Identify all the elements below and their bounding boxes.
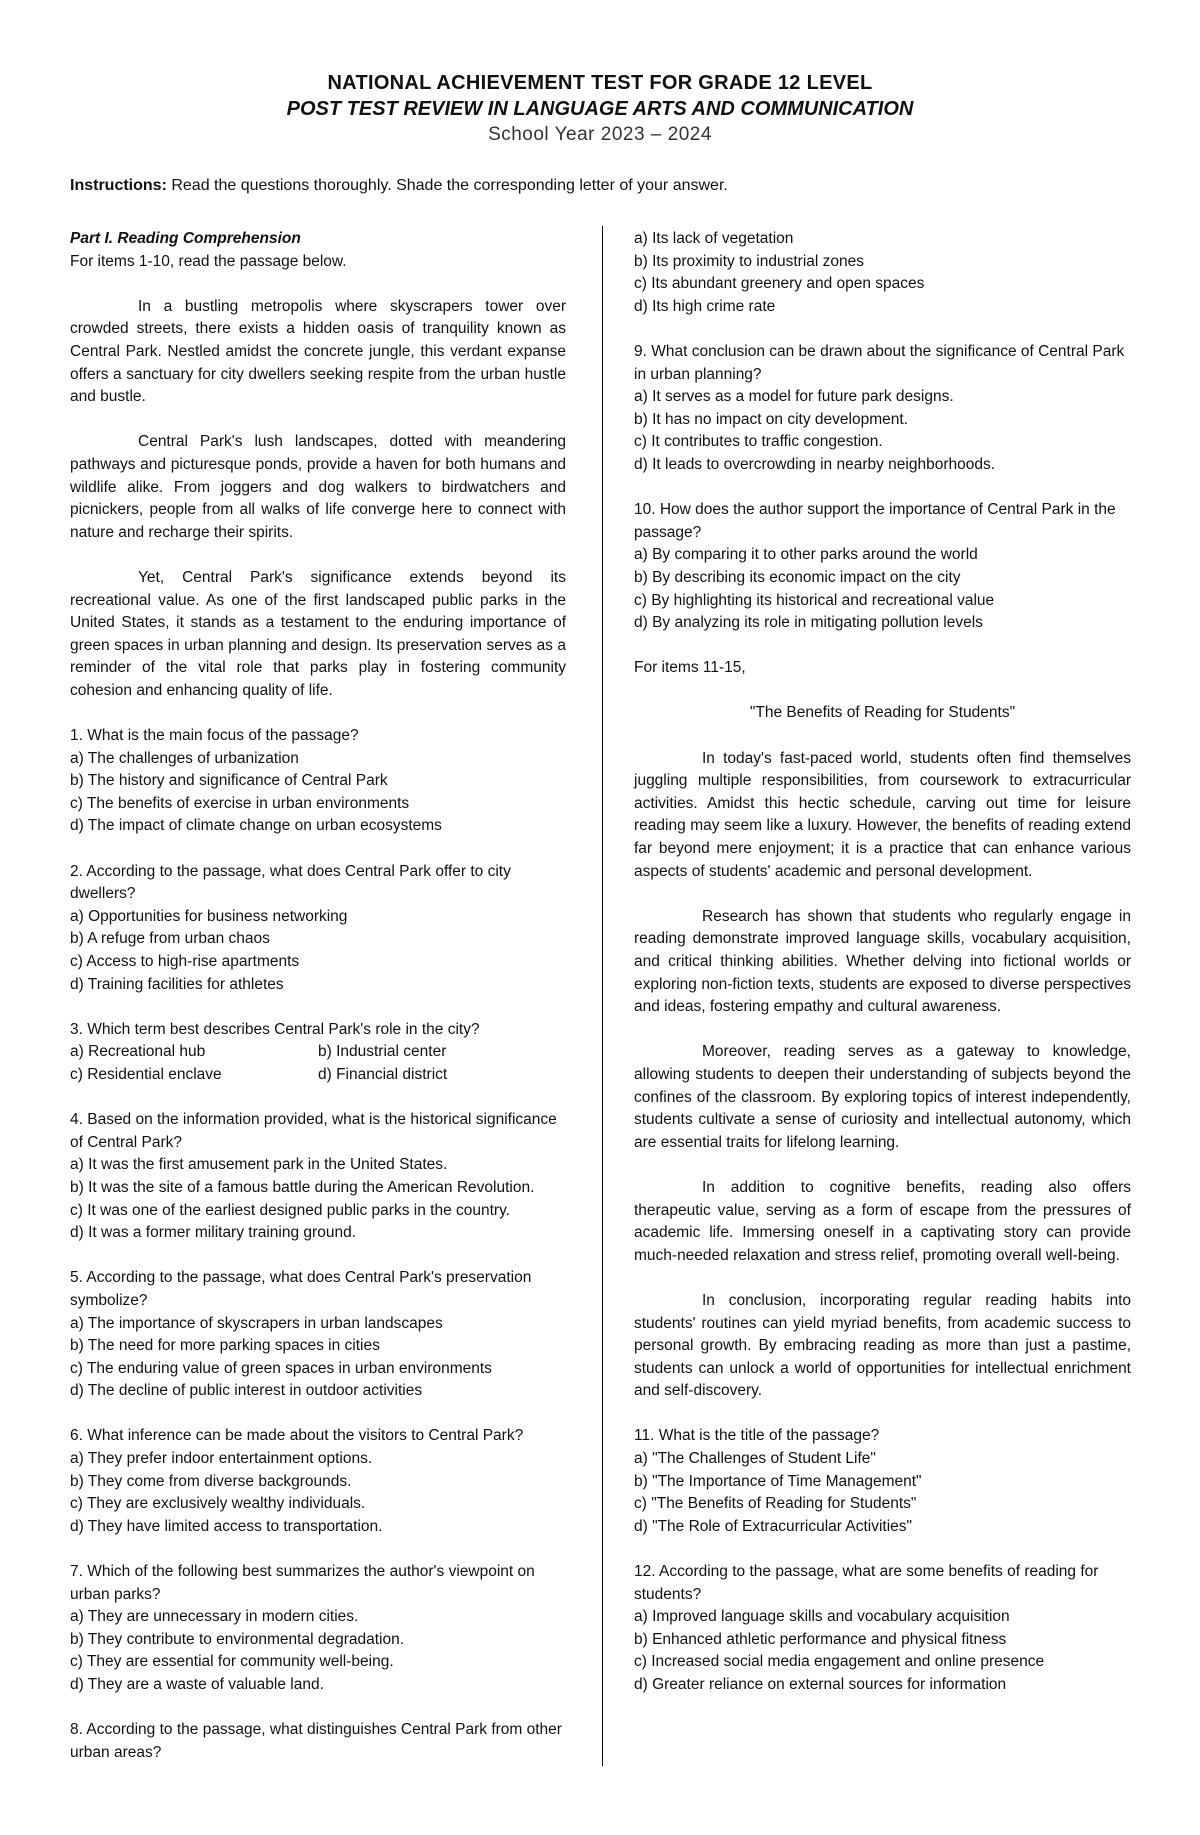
answer-option[interactable]: b) Enhanced athletic performance and physical fitness bbox=[634, 1630, 1007, 1648]
answer-option[interactable]: c) The enduring value of green spaces in urban environments bbox=[70, 1359, 492, 1377]
answer-option[interactable]: d) The decline of public interest in outdoor activities bbox=[70, 1382, 423, 1400]
answer-option[interactable]: c) Its abundant greenery and open spaces bbox=[634, 275, 925, 293]
answer-option[interactable]: d) By analyzing its role in mitigating pollution levels bbox=[634, 614, 983, 632]
answer-option[interactable]: a) It serves as a model for future park designs. bbox=[634, 388, 954, 406]
answer-option[interactable]: b) The history and significance of Central Park bbox=[70, 772, 388, 790]
answer-option[interactable]: d) Its high crime rate bbox=[634, 297, 776, 315]
answer-option[interactable]: b) By describing its economic impact on the city bbox=[634, 568, 961, 586]
question-1 bbox=[70, 725, 566, 838]
passage-paragraph: In today's fast-paced world, students often find themselves juggling multiple responsibilities, from coursework to extracurricular activities. Amidst this hectic schedule, carving out time for leisure reading may seem like a luxury. However, the benefits of reading extend far beyond mere enjoyment; it is a practice that can enhance various aspects of students' academic and personal development. bbox=[634, 749, 1131, 880]
answer-option[interactable]: d) Financial district bbox=[318, 1065, 448, 1083]
answer-option[interactable]: b) It was the site of a famous battle during the American Revolution. bbox=[70, 1178, 535, 1196]
answer-option[interactable]: c) It was one of the earliest designed public parks in the country. bbox=[70, 1201, 510, 1219]
question-stem: 11. What is the title of the passage? bbox=[634, 1427, 880, 1445]
question-stem: 7. Which of the following best summarizes the author's viewpoint on urban parks? bbox=[70, 1563, 535, 1603]
answer-option[interactable]: c) It contributes to traffic congestion. bbox=[634, 433, 883, 451]
answer-option[interactable]: a) By comparing it to other parks around the world bbox=[634, 546, 978, 564]
passage-paragraph: Moreover, reading serves as a gateway to knowledge, allowing students to deepen their understanding of subjects beyond the confines of the classroom. By exploring topics of interest independently, students cultivate a sense of curiosity and intellectual autonomy, which are essential traits for lifelong learning. bbox=[634, 1043, 1131, 1151]
question-stem: 3. Which term best describes Central Park's role in the city? bbox=[70, 1020, 480, 1038]
question-6 bbox=[70, 1425, 566, 1538]
answer-option[interactable]: c) "The Benefits of Reading for Students" bbox=[634, 1495, 917, 1513]
passage-paragraph: In conclusion, incorporating regular reading habits into students' routines can yield myriad benefits, from academic success to personal growth. By embracing reading as more than just a pastime, students can unlock a world of opportunities for intellectual enrichment and self-discovery. bbox=[634, 1291, 1131, 1400]
answer-option[interactable]: c) By highlighting its historical and recreational value bbox=[634, 591, 995, 609]
answer-option[interactable]: c) Access to high-rise apartments bbox=[70, 953, 300, 970]
answer-option[interactable]: a) Improved language skills and vocabulary acquisition bbox=[634, 1608, 1010, 1626]
answer-option[interactable]: b) It has no impact on city development. bbox=[634, 410, 908, 428]
passage-intro: For items 1-10, read the passage below. bbox=[70, 252, 347, 270]
question-stem: 10. How does the author support the importance of Central Park in the passage? bbox=[634, 501, 1116, 541]
answer-option[interactable]: b) They contribute to environmental degradation. bbox=[70, 1630, 405, 1648]
instructions-text: Read the questions thoroughly. Shade the corresponding letter of your answer. bbox=[166, 177, 728, 194]
question-3 bbox=[70, 1019, 566, 1087]
answer-option[interactable]: d) It leads to overcrowding in nearby neighborhoods. bbox=[634, 455, 996, 473]
answer-option[interactable]: a) Recreational hub bbox=[70, 1043, 206, 1061]
answer-option[interactable]: a) The challenges of urbanization bbox=[70, 749, 299, 767]
question-11 bbox=[634, 1425, 1131, 1538]
answer-option[interactable]: a) They are unnecessary in modern cities. bbox=[70, 1608, 359, 1626]
passage-paragraph: Yet, Central Park's significance extends beyond its recreational value. As one of the first landscaped public parks in the United States, it stands as a testament to the enduring importance of green spaces in urban planning and design. Its preservation serves as a reminder of the vital role that parks play in fostering community cohesion and enhancing quality of life. bbox=[70, 568, 566, 699]
document-header bbox=[0, 70, 1200, 148]
answer-option[interactable]: d) Training facilities for athletes bbox=[70, 975, 284, 993]
answer-option[interactable]: d) The impact of climate change on urban ecosystems bbox=[70, 817, 442, 835]
question-stem: 1. What is the main focus of the passage? bbox=[70, 727, 359, 745]
question-8-stem: 8. According to the passage, what distinguishes Central Park from other urban areas? bbox=[70, 1721, 562, 1761]
question-stem: 5. According to the passage, what does Central Park's preservation symbolize? bbox=[70, 1269, 532, 1309]
answer-option[interactable]: c) The benefits of exercise in urban environments bbox=[70, 794, 410, 812]
answer-option[interactable]: b) "The Importance of Time Management" bbox=[634, 1472, 922, 1490]
school-year: School Year 2023 – 2024 bbox=[488, 124, 712, 145]
answer-option[interactable]: c) They are exclusively wealthy individuals. bbox=[70, 1495, 366, 1513]
instructions bbox=[70, 176, 1130, 196]
answer-option[interactable]: d) "The Role of Extracurricular Activities" bbox=[634, 1517, 913, 1535]
answer-option[interactable]: d) They are a waste of valuable land. bbox=[70, 1676, 324, 1693]
question-8-options bbox=[634, 228, 1131, 318]
question-stem: 2. According to the passage, what does Central Park offer to city dwellers? bbox=[70, 862, 511, 903]
answer-option[interactable]: a) The importance of skyscrapers in urban landscapes bbox=[70, 1314, 443, 1332]
question-stem: 9. What conclusion can be drawn about the significance of Central Park in urban planning? bbox=[634, 342, 1125, 383]
answer-option[interactable]: b) Its proximity to industrial zones bbox=[634, 252, 865, 270]
right-column bbox=[634, 228, 1131, 1719]
question-12 bbox=[634, 1561, 1131, 1697]
answer-option[interactable]: b) A refuge from urban chaos bbox=[70, 930, 270, 948]
question-stem: 12. According to the passage, what are some benefits of reading for students? bbox=[634, 1563, 1099, 1603]
instructions-label: Instructions: bbox=[70, 177, 167, 194]
answer-option[interactable]: b) Industrial center bbox=[318, 1043, 447, 1061]
question-10 bbox=[634, 499, 1131, 635]
part-title: Part I. Reading Comprehension bbox=[70, 230, 301, 247]
question-2 bbox=[70, 861, 566, 997]
answer-option[interactable]: b) The need for more parking spaces in cities bbox=[70, 1337, 380, 1355]
question-5 bbox=[70, 1267, 566, 1403]
column-divider bbox=[602, 226, 603, 1766]
document-subtitle: POST TEST REVIEW IN LANGUAGE ARTS AND COMMUNICATION bbox=[286, 98, 914, 120]
answer-option[interactable]: c) Increased social media engagement and online presence bbox=[634, 1653, 1045, 1671]
answer-option[interactable]: d) It was a former military training ground. bbox=[70, 1224, 356, 1242]
answer-option[interactable]: a) Its lack of vegetation bbox=[634, 230, 794, 247]
question-stem: 4. Based on the information provided, what is the historical significance of Central Park? bbox=[70, 1111, 557, 1151]
answer-option[interactable]: a) They prefer indoor entertainment options. bbox=[70, 1450, 373, 1468]
left-column bbox=[70, 228, 566, 1764]
passage-paragraph: Research has shown that students who regularly engage in reading demonstrate improved language skills, vocabulary acquisition, and critical thinking abilities. Whether delving into fictional worlds or exploring non-fiction texts, students are exposed to diverse perspectives and ideas, fostering empathy and cultural awareness. bbox=[634, 907, 1131, 1016]
passage-intro: For items 11-15, bbox=[634, 659, 746, 677]
answer-option[interactable]: d) Greater reliance on external sources for information bbox=[634, 1676, 1007, 1693]
document-title: NATIONAL ACHIEVEMENT TEST FOR GRADE 12 LEVEL bbox=[327, 72, 873, 94]
answer-option[interactable]: a) Opportunities for business networking bbox=[70, 907, 348, 925]
answer-option[interactable]: c) They are essential for community well-being. bbox=[70, 1653, 394, 1671]
question-4 bbox=[70, 1109, 566, 1245]
question-7 bbox=[70, 1561, 566, 1697]
passage-paragraph: Central Park's lush landscapes, dotted with meandering pathways and picturesque ponds, provide a haven for both humans and wildlife alike. From joggers and dog walkers to birdwatchers and picnickers, people from all walks of life converge here to connect with nature and recharge their spirits. bbox=[70, 433, 566, 541]
answer-option[interactable]: a) "The Challenges of Student Life" bbox=[634, 1450, 876, 1468]
passage-paragraph: In a bustling metropolis where skyscrapers tower over crowded streets, there exists a hidden oasis of tranquility known as Central Park. Nestled amidst the concrete jungle, this verdant expanse offers a sanctuary for city dwellers seeking respite from the urban hustle and bustle. bbox=[70, 297, 566, 406]
answer-option[interactable]: b) They come from diverse backgrounds. bbox=[70, 1472, 352, 1490]
passage-paragraph: In addition to cognitive benefits, reading also offers therapeutic value, serving as a form of escape from the pressures of academic life. Immersing oneself in a captivating story can provide much-needed relaxation and stress relief, promoting overall well-being. bbox=[634, 1178, 1131, 1264]
answer-option[interactable]: a) It was the first amusement park in the United States. bbox=[70, 1156, 448, 1174]
question-9 bbox=[634, 341, 1131, 477]
question-stem: 6. What inference can be made about the visitors to Central Park? bbox=[70, 1427, 524, 1445]
answer-option[interactable]: c) Residential enclave bbox=[70, 1065, 222, 1083]
answer-option[interactable]: d) They have limited access to transportation. bbox=[70, 1517, 383, 1535]
passage-title: "The Benefits of Reading for Students" bbox=[749, 704, 1016, 722]
